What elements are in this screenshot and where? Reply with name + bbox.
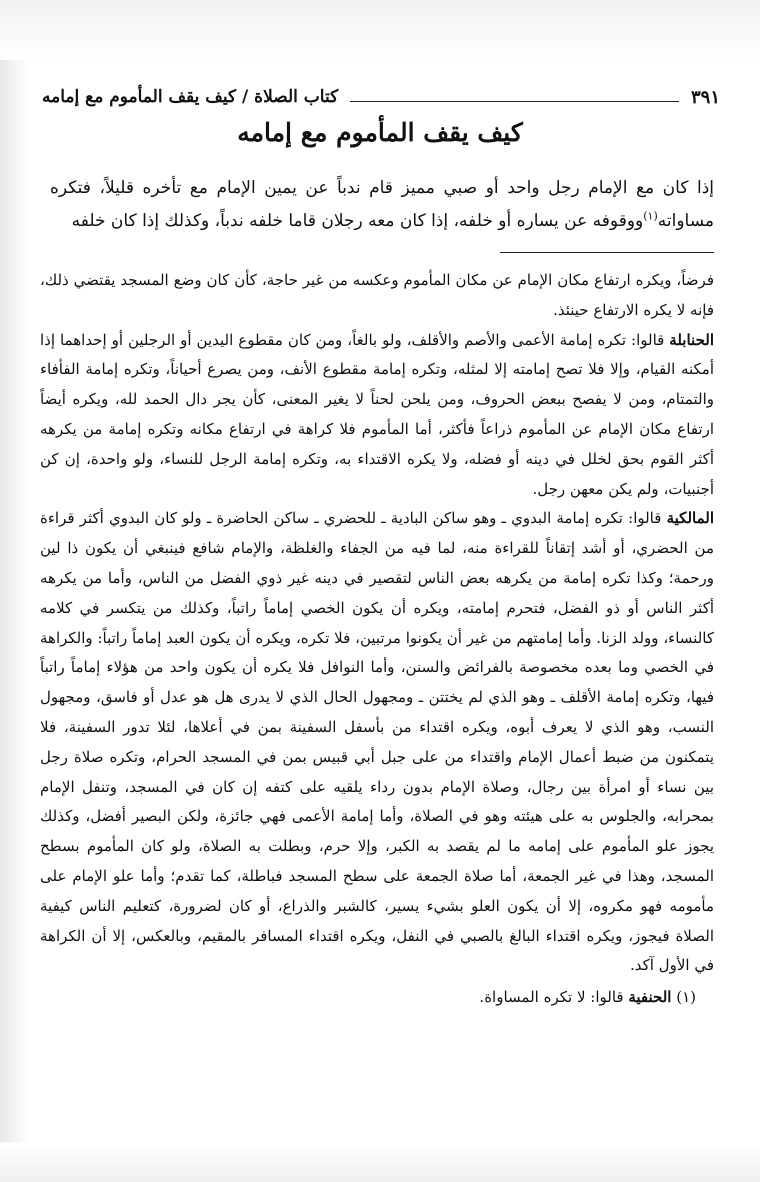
- running-title: كتاب الصلاة / كيف يقف المأموم مع إمامه: [42, 87, 339, 107]
- malikiyya-note: [40, 504, 714, 981]
- page-top-shadow: [0, 0, 760, 60]
- chapter-title: كيف يقف المأموم مع إمامه: [237, 118, 523, 147]
- page-edge-shadow: [0, 0, 30, 1182]
- running-header: [42, 82, 720, 112]
- notes-separator: [500, 252, 714, 253]
- main-text: [50, 172, 714, 238]
- hanabila-text: قالوا: تكره إمامة الأعمى والأصم والأقلف، ولو بالغاً، ومن كان مقطوع اليدين أو الرجلين أو إحداهما إذا أمكنه القيام، وإلا فلا تصح إمامته إلا لمثله، وتكره إمامة مقطوع الأنف، ومن يصرع أحياناً، وتكره إمامة الفأفاء والتمتام، ومن لا يفصح ببعض الحروف، ومن يلحن لحناً لا يغير المعنى، كأن يجر دال الحمد لله، ويكره أيضاً ارتفاع مكان الإمام عن المأموم ذراعاً فأكثر، أما المأموم فلا كراهة في ارتفاع مكانه وتكره إمامة من يكرهه أكثر القوم بحق لخلل في دينه أو فضله، ولا يكره الاقتداء به، وتكره إمامة الرجل للنساء، ولو واحدة، إن كن أجنبيات، ولم يكن معهن رجل.: [40, 330, 714, 498]
- notes-continuation: فرضاً، ويكره ارتفاع مكان الإمام عن مكان المأموم وعكسه من غير حاجة، كأن كان وضع المسجد يقتضي ذلك، فإنه لا يكره الارتفاع حينئذ.: [40, 271, 714, 319]
- header-rule: [350, 101, 679, 102]
- page-number: ٣٩١: [690, 86, 720, 108]
- main-paragraph: [50, 172, 714, 238]
- main-text-part2: ووقوفه عن يساره أو خلفه، إذا كان معه رجلان قاما خلفه ندباً، وكذلك إذا كان خلفه: [71, 211, 644, 231]
- footnote-1: [40, 983, 714, 1013]
- footnote-marker: (١): [676, 988, 696, 1007]
- malikiyya-text: قالوا: تكره إمامة البدوي ـ وهو ساكن البادية ـ للحضري ـ ساكن الحاضرة ـ ولو كان البدوي أكثر قراءة من الحضري، أو أشد إتقاناً للقراءة منه، لما فيه من الجفاء والغلظة، والإمام شافع فينبغي أن يكون ذا لين ورحمة؛ وكذا تكره إمامة من يكرهه بعض الناس لتقصير في دينه غير ذوي الفضل من الناس، وأما من يكرهه أكثر الناس أو ذو الفضل، فتحرم إمامته، ويكره أن يكون الخصي إماماً راتباً، وكذلك من يتكسر في كلامه كالنساء، وولد الزنا. وأما إمامتهم من غير أن يكونوا مرتبين، فلا تكره، ويكره أن يكون العبد إماماً راتباً: والكراهة في الخصي وما بعده مخصوصة بالفرائض والسنن، وأما النوافل فلا يكره أن يكون واحد من هؤلاء إماماً راتباً فيها، وتكره إمامة الأقلف ـ وهو الذي لم يختتن ـ ومجهول الحال الذي لا يدرى هل هو عدل أو فاسق، ومجهول النسب، وهو الذي لا يعرف أبوه، ويكره اقتداء من بأسفل السفينة بمن في أعلاها، لئلا تدور السفينة، فلا يتمكنون من ضبط أعمال الإمام واقتداء من على جبل أبي قبيس بمن في المسجد الحرام، وتكره صلاة رجل بين نساء أو امرأة بين رجال، وصلاة الإمام بدون رداء يلقيه على كتفه إن كان في المسجد، وتنفل الإمام بمحرابه، والجلوس به على هيئته وهو في الصلاة، وأما إمامة الأعمى فهي جائزة، ولكن البصير أفضل، وكذلك يجوز علو المأموم على إمامه ما لم يقصد به الكبر، وإلا حرم، وبطلت به الصلاة، ولو كان المأموم بسطح المسجد، وهذا في غير الجمعة، أما صلاة الجمعة على سطح المسجد فباطلة، كما تقدم؛ وأما علو الإمام على مأمومه فهو مكروه، إلا أن يكون العلو بشيء يسير، كالشبر والذراع، أو كان لضرورة، كتعليم الناس كيفية الصلاة فيجوز، ويكره اقتداء البالغ بالصبي في النفل، ويكره اقتداء المسافر بالمقيم، وبالعكس، إلا أن الكراهة في الأول آكد.: [40, 509, 714, 975]
- page-bottom-shadow: [0, 1142, 760, 1182]
- footnote-text: قالوا: لا تكره المساواة.: [479, 988, 629, 1007]
- footnote-reference: (١): [643, 209, 658, 223]
- main-text-part1: إذا كان مع الإمام رجل واحد أو صبي مميز قام ندباً عن يمين الإمام مع تأخره قليلاً، فتكره مساواته: [50, 178, 714, 231]
- hanabila-label: الحنابلة: [669, 330, 714, 349]
- malikiyya-label: المالكية: [666, 509, 714, 528]
- footnote-label: الحنفية: [628, 988, 672, 1007]
- notes-section: [40, 266, 714, 1013]
- hanabila-note: [40, 326, 714, 505]
